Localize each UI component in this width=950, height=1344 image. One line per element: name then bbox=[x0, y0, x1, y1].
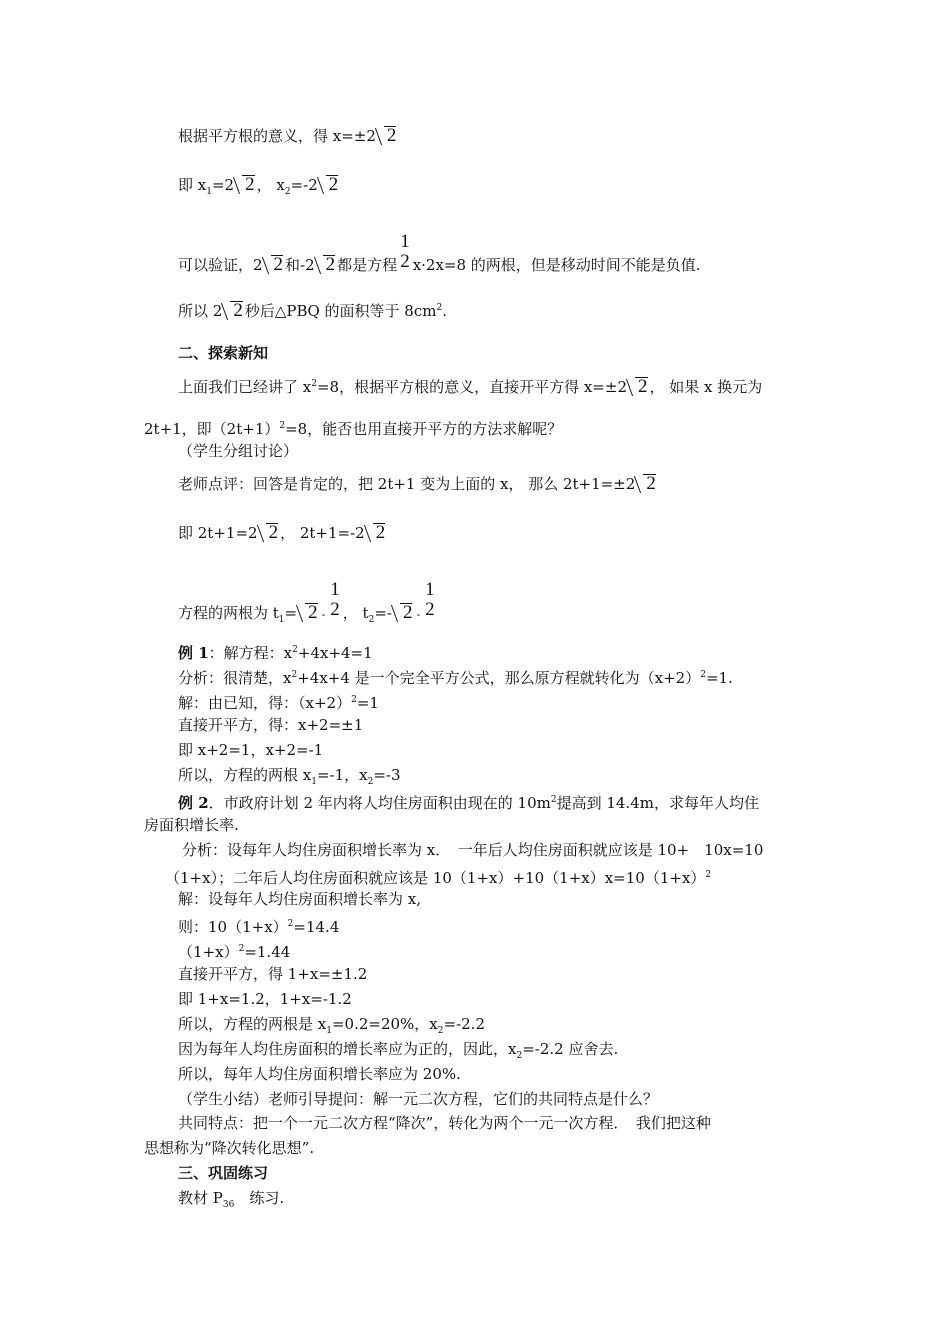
section-heading: 三、巩固练习 bbox=[178, 1164, 269, 1182]
text-line: 房面积增长率. bbox=[144, 816, 239, 834]
text-line: （学生小结）老师引导提问：解一元二次方程，它们的共同特点是什么？ bbox=[178, 1090, 659, 1108]
text-line: 即 1+x=1.2，1+x=-1.2 bbox=[178, 990, 352, 1008]
text-line: 所以，方程的两根是 $x_1=0.2=20\%$，$x_2=-2.2$ bbox=[178, 1015, 485, 1036]
example-1: 例 1：解方程：$x^2+4x+4=1$ bbox=[178, 644, 373, 662]
sqrt: 2 bbox=[629, 377, 648, 397]
text-line: 直接开平方，得 1+x=±1.2 bbox=[178, 965, 368, 983]
text-line: 可以验证，2 2 和-2 2 都是方程 1 2 x·2x=8 的两根，但是移动时间不能是负值. bbox=[178, 246, 701, 286]
section-heading: 二、探索新知 bbox=[178, 344, 269, 362]
text-line: 即 $x_1=2$ 2 ， $x_2=-2$ 2 bbox=[178, 174, 339, 197]
text-line: 则：$10(1+x)^2=14.4$ bbox=[178, 918, 340, 936]
text-line: 共同特点：把一个一元二次方程“降次”，转化为两个一元一次方程． 我们把这种 bbox=[178, 1114, 711, 1132]
sqrt: 2 bbox=[637, 474, 656, 494]
text-line: 直接开平方，得：x+2=±1 bbox=[178, 716, 364, 734]
sqrt: 2 bbox=[265, 255, 284, 275]
sqrt: 2 bbox=[320, 175, 339, 195]
sqrt: 2 bbox=[394, 603, 413, 623]
text-line: 思想称为“降次转化思想”. bbox=[144, 1139, 315, 1157]
sqrt: 2 bbox=[260, 523, 279, 543]
text-line: 解：设每年人均住房面积增长率为 x, bbox=[178, 890, 421, 908]
sqrt: 2 bbox=[367, 523, 386, 543]
sqrt: 2 bbox=[224, 301, 243, 321]
example-2: 例 2．市政府计划 2 年内将人均住房面积由现在的 $10m^2$提高到 14.4m，求每年人均住 bbox=[178, 794, 759, 812]
text-line: （1+x）；二年后人均住房面积就应该是 $10(1+x)+10(1+x)x=10(1+x)^2$ bbox=[165, 869, 712, 887]
sqrt: 2 bbox=[236, 175, 255, 195]
text-line: 上面我们已经讲了 $x^2=8$，根据平方根的意义，直接开平方得 x=±2 2 ， 如果 x 换元为 bbox=[178, 376, 763, 397]
text-line: 解：由已知，得：$(x+2)^2=1$ bbox=[178, 694, 379, 712]
text-line: 教材 $P_{36}$ 练习. bbox=[178, 1189, 285, 1210]
fraction: 1 2 bbox=[330, 579, 340, 620]
text-line: 方程的两根为 $t_1= 2$ - 1 2 ， $t_2=-$ 2 - 1 2 bbox=[178, 594, 438, 634]
sqrt: 2 bbox=[299, 603, 318, 623]
text-line: $(1+x)^2=1.44$ bbox=[178, 943, 291, 961]
sqrt: 2 bbox=[317, 255, 336, 275]
text-line: 分析：设每年人均住房面积增长率为 x． 一年后人均住房面积就应该是 10+ 10x=10 bbox=[182, 841, 764, 859]
text-line: 即 2t+1=2 2 ， 2t+1=-2 2 bbox=[178, 522, 386, 543]
text-line: 即 x+2=1，x+2=-1 bbox=[178, 741, 324, 759]
text-line: 所以 2 2 秒后△PBQ 的面积等于 $8cm^2$. bbox=[178, 300, 447, 321]
fraction: 1 2 bbox=[400, 231, 410, 272]
text-line: 分析：很清楚，$x^2+4x+4$ 是一个完全平方公式，那么原方程就转化为$(x+2)^2=1$. bbox=[178, 669, 733, 687]
fraction: 1 2 bbox=[425, 579, 435, 620]
text-line: 因为每年人均住房面积的增长率应为正的，因此，$x_2=-2.2$ 应舍去. bbox=[178, 1040, 619, 1061]
text-line: （学生分组讨论） bbox=[178, 442, 299, 460]
sqrt: 2 bbox=[378, 126, 397, 146]
text-line: 2t+1，即$(2t+1)^2=8$，能否也用直接开平方的方法求解呢？ bbox=[144, 420, 563, 438]
text-line: 所以，每年人均住房面积增长率应为 20%. bbox=[178, 1065, 461, 1083]
text-line: 根据平方根的意义，得 x=±2 2 bbox=[178, 125, 397, 146]
text-line: 老师点评：回答是肯定的，把 2t+1 变为上面的 x， 那么 2t+1=±2 2 bbox=[178, 473, 656, 494]
text-line: 所以，方程的两根 $x_1=-1$，$x_2=-3$ bbox=[178, 766, 401, 787]
